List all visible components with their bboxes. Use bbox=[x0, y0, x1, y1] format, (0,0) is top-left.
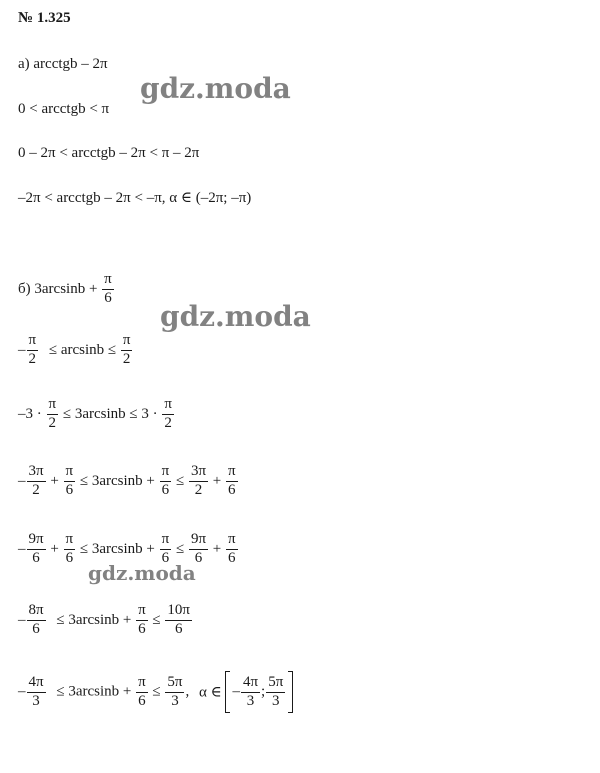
fraction bbox=[64, 532, 76, 567]
le-sign: ≤ bbox=[129, 405, 138, 422]
le-sign: ≤ bbox=[79, 472, 89, 489]
denominator: 3 bbox=[246, 692, 255, 709]
minus-sign: – bbox=[232, 683, 240, 700]
le-sign: ≤ bbox=[152, 611, 161, 628]
minus-sign: – bbox=[18, 341, 26, 358]
expression: 3arcsinb + bbox=[68, 611, 132, 628]
le-sign: ≤ bbox=[175, 472, 185, 489]
part-b-line-7 bbox=[18, 671, 293, 713]
numerator: π bbox=[121, 333, 133, 351]
denominator: 6 bbox=[228, 549, 236, 566]
numerator: 9π bbox=[189, 532, 208, 550]
problem-number: № 1.325 bbox=[18, 10, 71, 26]
numerator: 3π bbox=[27, 464, 46, 482]
denominator: 6 bbox=[174, 620, 183, 637]
numerator: π bbox=[47, 397, 59, 415]
le-sign: ≤ bbox=[48, 341, 58, 358]
fraction bbox=[27, 464, 46, 499]
numerator: π bbox=[64, 464, 76, 482]
numerator: π bbox=[162, 397, 174, 415]
denominator: 6 bbox=[138, 620, 146, 637]
comma: , bbox=[185, 683, 190, 700]
part-b-prefix: б) 3arcsinb + bbox=[18, 280, 98, 297]
denominator: 6 bbox=[65, 481, 74, 498]
numerator: 8π bbox=[27, 603, 46, 621]
watermark: gdz.moda bbox=[160, 300, 311, 333]
part-b-line-6 bbox=[18, 603, 193, 638]
fraction bbox=[64, 464, 76, 499]
part-a-line-1: а) arcctgb – 2π bbox=[18, 56, 108, 72]
fraction bbox=[241, 675, 260, 710]
part-a-line-2: 0 < arcctgb < π bbox=[18, 101, 110, 117]
numerator: 5π bbox=[266, 675, 285, 693]
denominator: 6 bbox=[138, 692, 146, 709]
numerator: π bbox=[136, 675, 148, 693]
fraction bbox=[27, 532, 46, 567]
fraction bbox=[47, 397, 59, 432]
plus-sign: + bbox=[212, 540, 222, 557]
part-a-line-4: –2π < arcctgb – 2π < –π, α ∈ (–2π; –π) bbox=[18, 190, 252, 206]
numerator: 4π bbox=[27, 675, 46, 693]
numerator: 3π bbox=[189, 464, 208, 482]
numerator: 10π bbox=[165, 603, 192, 621]
fraction bbox=[27, 603, 46, 638]
numerator: 9π bbox=[27, 532, 46, 550]
denominator: 3 bbox=[271, 692, 280, 709]
denominator: 2 bbox=[164, 414, 172, 431]
fraction bbox=[165, 675, 184, 710]
fraction bbox=[226, 532, 238, 567]
le-sign: ≤ bbox=[56, 683, 65, 700]
denominator: 6 bbox=[161, 481, 170, 498]
numerator: π bbox=[27, 333, 39, 351]
fraction bbox=[266, 675, 285, 710]
plus-sign: + bbox=[50, 540, 59, 557]
denominator: 2 bbox=[28, 350, 37, 367]
le-sign: ≤ bbox=[56, 611, 65, 628]
denominator: 6 bbox=[228, 481, 236, 498]
numerator: π bbox=[160, 464, 172, 482]
coefficient: 3 · bbox=[141, 405, 158, 422]
le-sign: ≤ bbox=[107, 341, 117, 358]
plus-sign: + bbox=[50, 472, 59, 489]
bracket-right bbox=[288, 671, 293, 713]
fraction bbox=[189, 464, 208, 499]
watermark: gdz.moda bbox=[88, 561, 196, 585]
semicolon: ; bbox=[261, 683, 266, 700]
part-b-line-4 bbox=[18, 464, 239, 499]
minus-sign: – bbox=[18, 472, 26, 489]
expression: 3arcsinb bbox=[74, 405, 126, 422]
minus-sign: – bbox=[18, 540, 26, 557]
denominator: 2 bbox=[48, 414, 57, 431]
minus-sign: – bbox=[18, 683, 26, 700]
numerator: 4π bbox=[241, 675, 260, 693]
denominator: 2 bbox=[32, 481, 40, 498]
expression: 3arcsinb + bbox=[68, 683, 132, 700]
fraction bbox=[162, 397, 174, 432]
bracket-left bbox=[225, 671, 230, 713]
part-a-line-3: 0 – 2π < arcctgb – 2π < π – 2π bbox=[18, 145, 200, 161]
fraction bbox=[136, 603, 148, 638]
alpha-in: α ∈ bbox=[198, 684, 222, 701]
numerator: π bbox=[102, 272, 114, 290]
fraction bbox=[102, 272, 114, 307]
denominator: 6 bbox=[104, 289, 112, 306]
numerator: π bbox=[160, 532, 172, 550]
watermark: gdz.moda bbox=[140, 72, 291, 105]
denominator: 2 bbox=[194, 481, 203, 498]
numerator: π bbox=[226, 532, 238, 550]
plus-sign: + bbox=[212, 472, 222, 489]
fraction bbox=[27, 333, 39, 368]
denominator: 6 bbox=[161, 549, 170, 566]
expression: 3arcsinb + bbox=[91, 540, 155, 557]
le-sign: ≤ bbox=[62, 405, 72, 422]
fraction bbox=[121, 333, 133, 368]
le-sign: ≤ bbox=[175, 540, 185, 557]
fraction bbox=[27, 675, 46, 710]
denominator: 3 bbox=[32, 692, 40, 709]
denominator: 6 bbox=[32, 620, 40, 637]
minus-sign: – bbox=[18, 611, 26, 628]
fraction bbox=[226, 464, 238, 499]
numerator: 5π bbox=[165, 675, 184, 693]
coefficient: –3 · bbox=[18, 405, 42, 422]
denominator: 2 bbox=[122, 350, 131, 367]
denominator: 6 bbox=[194, 549, 203, 566]
part-b-line-3 bbox=[18, 397, 175, 432]
fraction bbox=[136, 675, 148, 710]
le-sign: ≤ bbox=[152, 683, 161, 700]
numerator: π bbox=[64, 532, 76, 550]
part-b-line-2 bbox=[18, 333, 133, 368]
numerator: π bbox=[136, 603, 148, 621]
denominator: 6 bbox=[32, 549, 40, 566]
fraction bbox=[165, 603, 192, 638]
fraction bbox=[160, 464, 172, 499]
numerator: π bbox=[226, 464, 238, 482]
expression: 3arcsinb + bbox=[91, 472, 155, 489]
le-sign: ≤ bbox=[79, 540, 89, 557]
part-b-line-1 bbox=[18, 272, 115, 307]
denominator: 6 bbox=[65, 549, 74, 566]
denominator: 3 bbox=[171, 692, 179, 709]
expression: arcsinb bbox=[60, 341, 105, 358]
